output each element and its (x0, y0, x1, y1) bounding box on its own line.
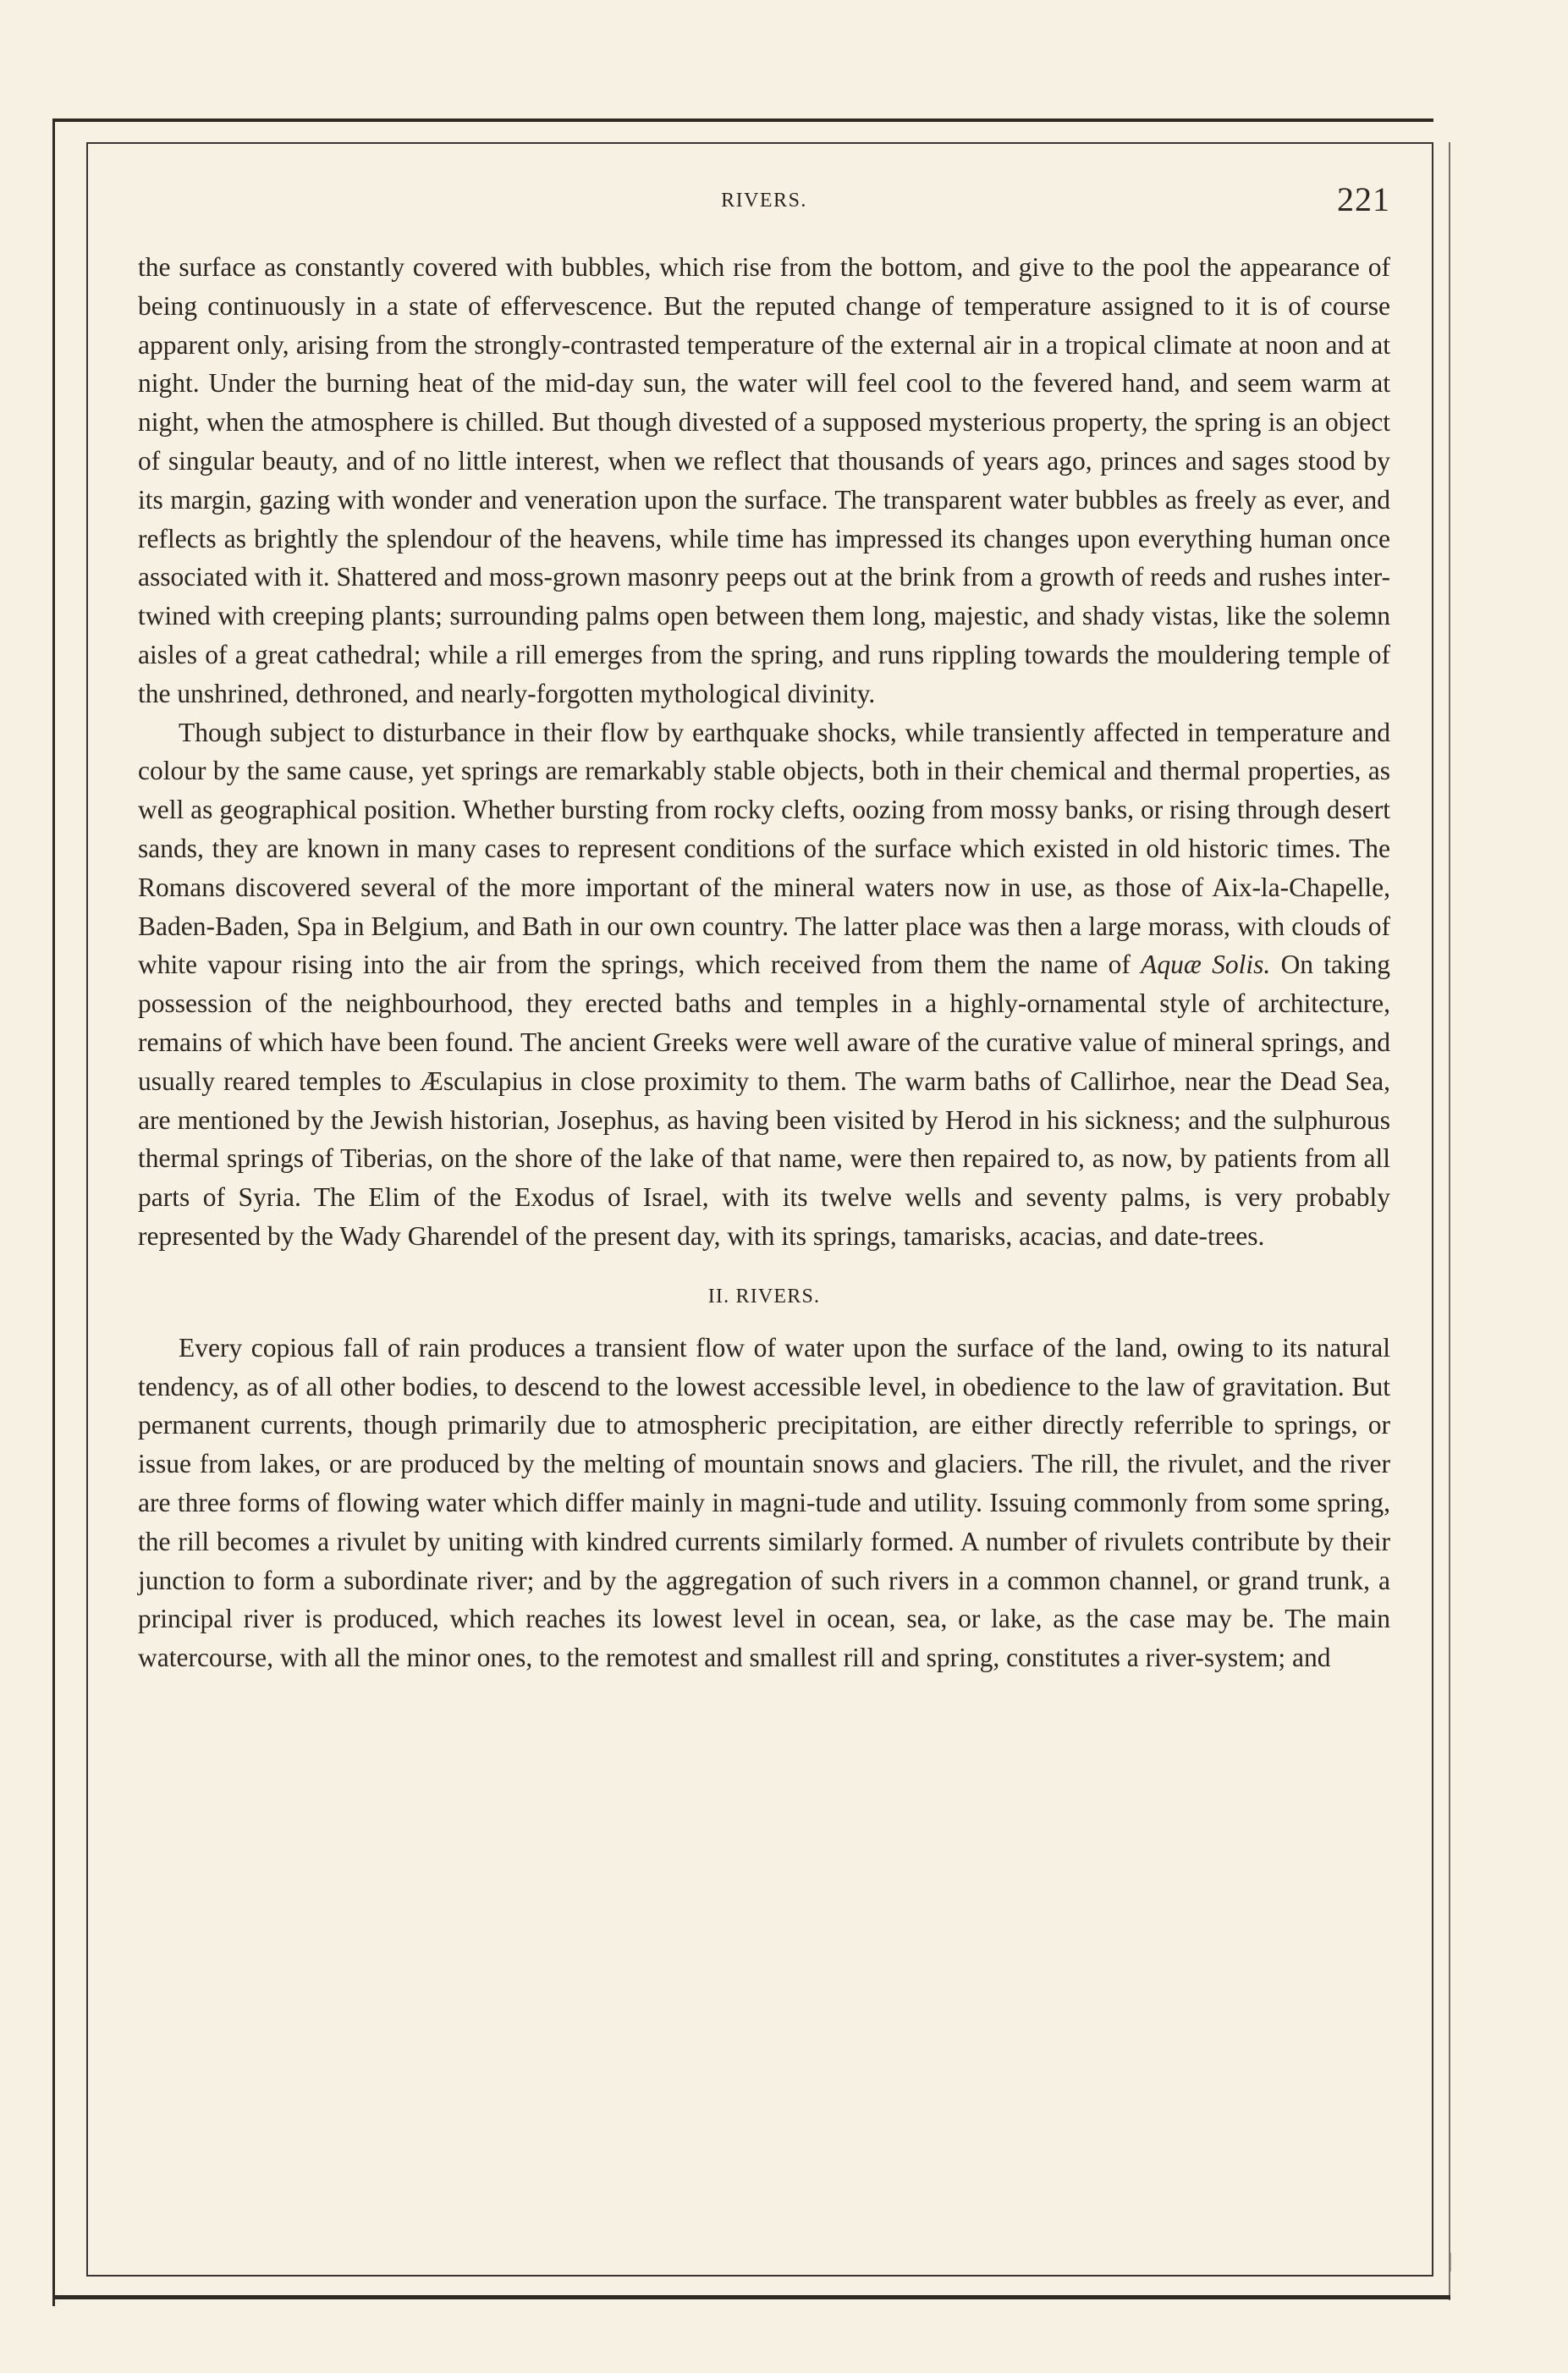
page-border-right-outer (1449, 142, 1450, 2300)
page-border-bottom-outer (52, 2295, 1450, 2299)
paragraph-springs-part-2: On taking possession of the neighbourhood, they erected baths and temples in a highly-ornamental style of architecture, remains of which have been found. The ancient Greeks were well aware of the curative value of mineral springs, and usually reared temples to Æsculapius in close proximity to them. The warm baths of Callirhoe, near the Dead Sea, are mentioned by the Jewish historian, Josephus, as having been visited by Herod in his sickness; and the sulphurous thermal springs of Tiberias, on the shore of the lake of that name, were then repaired to, as now, by patients from all parts of Syria. The Elim of the Exodus of Israel, with its twelve wells and seventy palms, is very probably represented by the Wady Gharendel of the present day, with its springs, tamarisks, acacias, and date-trees. (138, 950, 1391, 1251)
running-head: RIVERS. (721, 190, 807, 212)
latin-name: Aquæ Solis. (1141, 950, 1271, 980)
body-text (138, 248, 1390, 1677)
paragraph-continued: the surface as constantly covered with bubbles, which rise from the bottom, and give to the pool the appearance of being continuously in a state of effervescence. But the reputed change of temperature assigned to it is of course apparent only, arising from the strongly-contrasted temperature of the external air in a tropical climate at noon and at night. Under the burning heat of the mid-day sun, the water will feel cool to the fevered hand, and seem warm at night, when the atmosphere is chilled. But though divested of a supposed mysterious property, the spring is an object of singular beauty, and of no little interest, when we reflect that thousands of years ago, princes and sages stood by its margin, gazing with wonder and veneration upon the surface. The transparent water bubbles as freely as ever, and reflects as brightly the splendour of the heavens, while time has impressed its changes upon everything human once associated with it. Shattered and moss-grown masonry peeps out at the brink from a growth of reeds and rushes inter-twined with creeping plants; surrounding palms open between them long, majestic, and shady vistas, like the solemn aisles of a great cathedral; while a rill emerges from the spring, and runs rippling towards the mouldering temple of the unshrined, dethroned, and nearly-forgotten mythological divinity. (138, 252, 1390, 708)
page-border-left-outer (52, 118, 55, 2306)
paragraph-springs (138, 713, 1390, 1256)
margin-mark (1450, 2253, 1451, 2271)
paragraph-rivers: Every copious fall of rain produces a transient flow of water upon the surface of the land, owing to its natural tendency, as of all other bodies, to descend to the lowest accessible level, in obedience to the law of gravitation. But permanent currents, though primarily due to atmospheric precipitation, are either directly referrible to springs, or issue from lakes, or are produced by the melting of mountain snows and glaciers. The rill, the rivulet, and the river are three forms of flowing water which differ mainly in magni-tude and utility. Issuing commonly from some spring, the rill becomes a rivulet by uniting with kindred currents similarly formed. A number of rivulets contribute by their junction to form a subordinate river; and by the aggregation of such rivers in a common channel, or grand trunk, a principal river is produced, which reaches its lowest level in ocean, sea, or lake, as the case may be. The main watercourse, with all the minor ones, to the remotest and smallest rill and spring, constitutes a river-system; and (138, 1332, 1390, 1673)
section-heading: II. RIVERS. (707, 1285, 821, 1308)
page-border-top-outer (52, 118, 1433, 122)
page-border-bottom-inner (86, 2275, 1433, 2277)
paragraph-springs-part-1: Though subject to disturbance in their flow by earthquake shocks, while transiently affected in temperature and colour by the same cause, yet springs are remarkably stable objects, both in their chemical and thermal properties, as well as geographical position. Whether bursting from rocky clefts, oozing from mossy banks, or rising through desert sands, they are known in many cases to represent conditions of the surface which existed in old historic times. The Romans discovered several of the more important of the mineral waters now in use, as those of Aix-la-Chapelle, Baden-Baden, Spa in Belgium, and Bath in our own country. The latter place was then a large morass, with clouds of white vapour rising into the air from the springs, which received from them the name of (138, 717, 1390, 980)
page-border-right-inner (1432, 142, 1433, 2275)
page-number: 221 (1337, 180, 1390, 218)
page-header (138, 179, 1390, 230)
page-border-left-inner (86, 142, 88, 2275)
page-border-top-inner (86, 142, 1432, 144)
